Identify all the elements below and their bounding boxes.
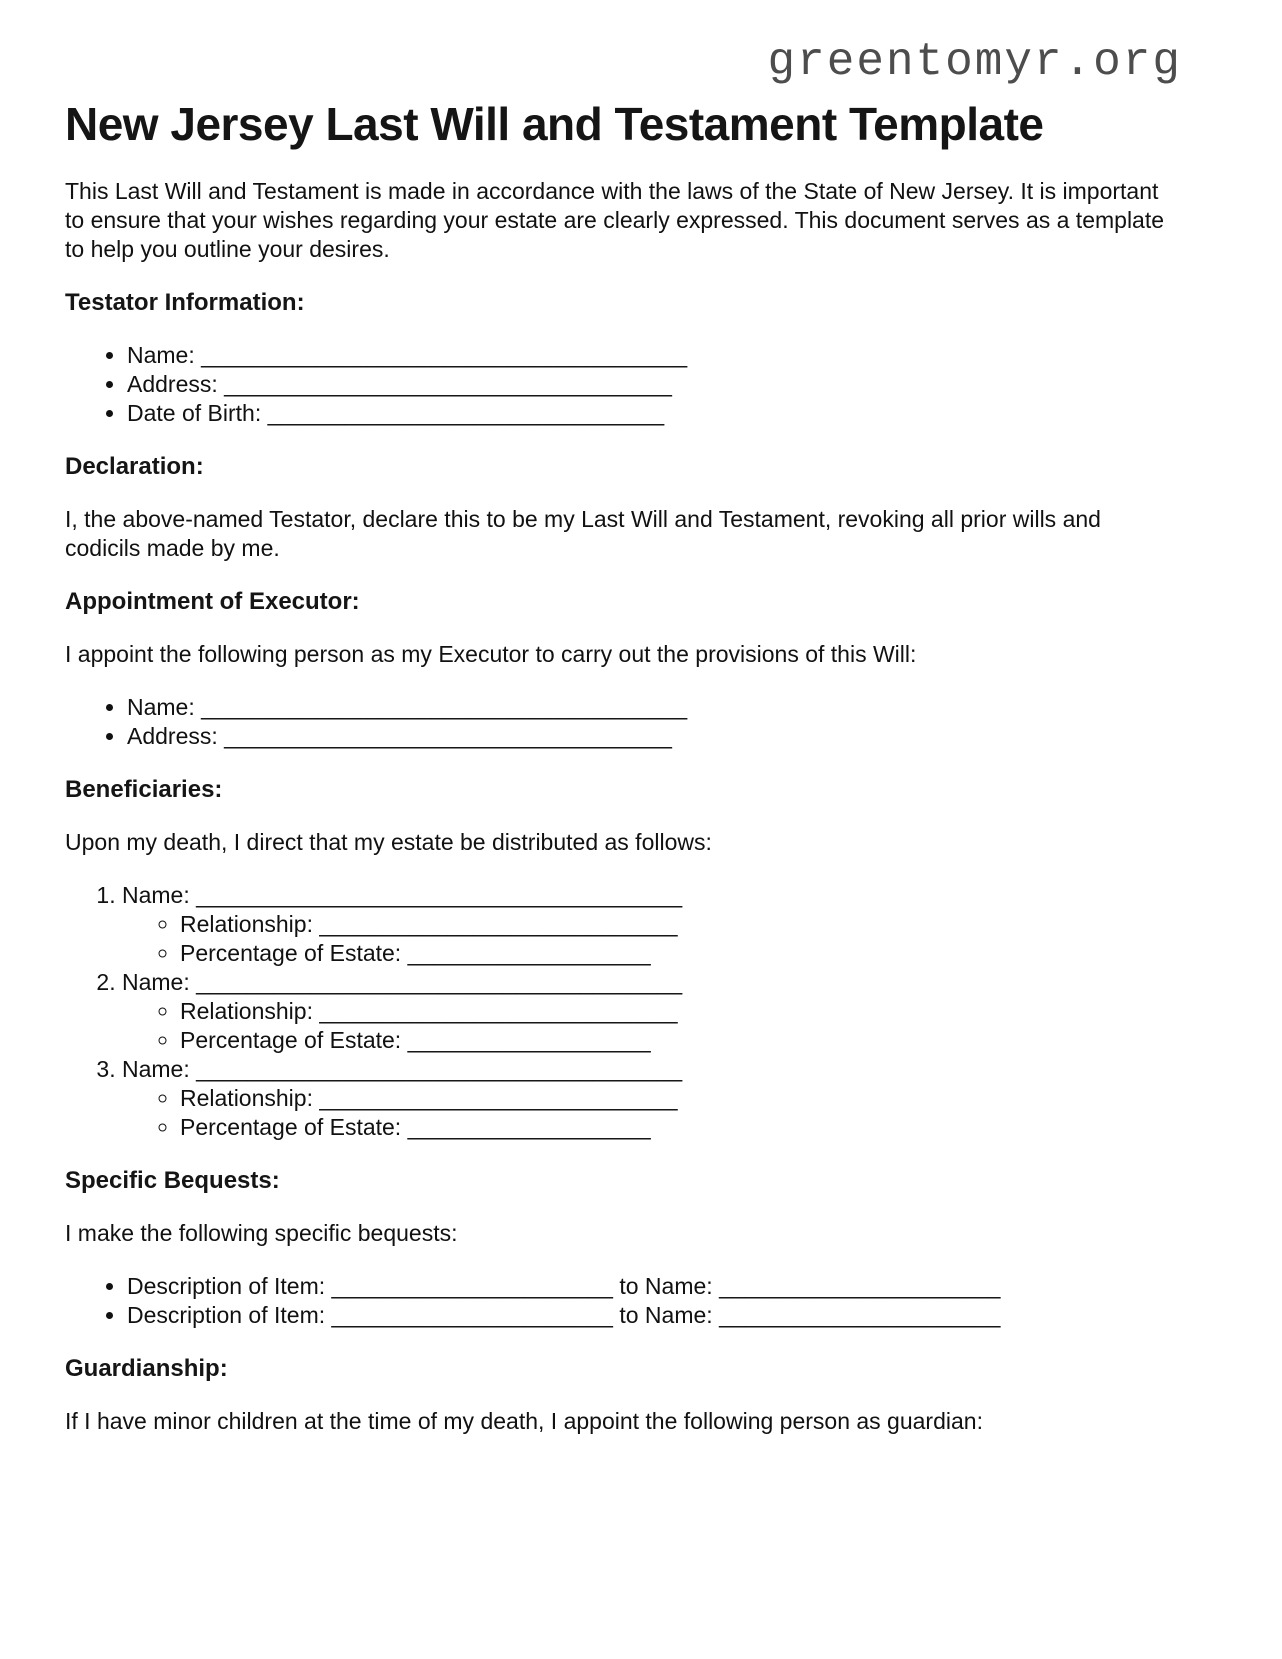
fill-in-blank: ___________________________________	[224, 723, 672, 749]
field-label: to Name:	[619, 1302, 713, 1328]
list-item	[127, 370, 1182, 399]
beneficiary-sub-list	[122, 910, 1182, 968]
site-watermark: greentomyr.org	[767, 36, 1182, 88]
field-label: Relationship:	[180, 911, 313, 937]
field-label: Name:	[122, 969, 190, 995]
testator-information-heading: Testator Information:	[65, 289, 305, 316]
field-label: Percentage of Estate:	[180, 1114, 402, 1140]
bequest-list	[65, 1272, 1182, 1330]
list-item	[180, 1026, 1182, 1055]
declaration-paragraph: I, the above-named Testator, declare this to be my Last Will and Testament, revoking all prior wills and codicils made by me.	[65, 506, 1101, 561]
fill-in-blank: ______________________________________	[201, 694, 688, 720]
fill-in-blank: ___________________	[407, 940, 651, 966]
field-label: Name:	[122, 882, 190, 908]
field-label: Date of Birth:	[127, 400, 262, 426]
fill-in-blank: ______________________	[331, 1302, 613, 1328]
list-item	[127, 693, 1182, 722]
guardianship-paragraph: If I have minor children at the time of my death, I appoint the following person as guardian:	[65, 1408, 983, 1434]
list-item	[180, 1084, 1182, 1113]
fill-in-blank: ____________________________	[319, 911, 678, 937]
field-label: Name:	[127, 342, 195, 368]
guardianship-heading: Guardianship:	[65, 1355, 228, 1382]
field-label: Relationship:	[180, 998, 313, 1024]
list-item	[127, 399, 1182, 428]
list-item	[180, 997, 1182, 1026]
beneficiary-item	[122, 1055, 1182, 1142]
list-item	[127, 722, 1182, 751]
fill-in-blank: ____________________________	[319, 998, 678, 1024]
field-label: Name:	[122, 1056, 190, 1082]
list-item	[180, 1113, 1182, 1142]
field-label: Address:	[127, 371, 218, 397]
fill-in-blank: ___________________	[407, 1027, 651, 1053]
beneficiary-item	[122, 968, 1182, 1055]
fill-in-blank: ______________________	[719, 1273, 1001, 1299]
specific-bequests-paragraph: I make the following specific bequests:	[65, 1220, 458, 1246]
specific-bequests-heading: Specific Bequests:	[65, 1167, 280, 1194]
fill-in-blank: ______________________________________	[201, 342, 688, 368]
bequest-item	[127, 1272, 1182, 1301]
page-title: New Jersey Last Will and Testament Template	[65, 98, 1044, 150]
fill-in-blank: ____________________________	[319, 1085, 678, 1111]
field-label: Description of Item:	[127, 1302, 326, 1328]
list-item	[127, 341, 1182, 370]
field-label: Percentage of Estate:	[180, 1027, 402, 1053]
list-item	[180, 939, 1182, 968]
beneficiary-sub-list	[122, 997, 1182, 1055]
field-label: Relationship:	[180, 1085, 313, 1111]
fill-in-blank: ______________________________________	[196, 882, 683, 908]
executor-field-list	[65, 693, 1182, 751]
field-label: Address:	[127, 723, 218, 749]
executor-heading: Appointment of Executor:	[65, 588, 360, 615]
field-label: Name:	[127, 694, 195, 720]
fill-in-blank: _______________________________	[267, 400, 665, 426]
testator-field-list	[65, 341, 1182, 428]
beneficiaries-heading: Beneficiaries:	[65, 776, 223, 803]
fill-in-blank: ______________________	[331, 1273, 613, 1299]
list-item	[180, 910, 1182, 939]
field-label: Percentage of Estate:	[180, 940, 402, 966]
beneficiary-list	[65, 881, 1182, 1142]
beneficiary-item	[122, 881, 1182, 968]
fill-in-blank: ___________________________________	[224, 371, 672, 397]
bequest-item	[127, 1301, 1182, 1330]
declaration-heading: Declaration:	[65, 453, 204, 480]
beneficiaries-paragraph: Upon my death, I direct that my estate be distributed as follows:	[65, 829, 712, 855]
beneficiary-sub-list	[122, 1084, 1182, 1142]
fill-in-blank: ______________________	[719, 1302, 1001, 1328]
intro-paragraph: This Last Will and Testament is made in accordance with the laws of the State of New Jersey. It is important to ensure that your wishes regarding your estate are clearly expressed. This document serves as a template to help you outline your desires.	[65, 178, 1165, 262]
fill-in-blank: ______________________________________	[196, 1056, 683, 1082]
executor-paragraph: I appoint the following person as my Executor to carry out the provisions of this Will:	[65, 641, 917, 667]
fill-in-blank: ______________________________________	[196, 969, 683, 995]
field-label: Description of Item:	[127, 1273, 326, 1299]
field-label: to Name:	[619, 1273, 713, 1299]
fill-in-blank: ___________________	[407, 1114, 651, 1140]
